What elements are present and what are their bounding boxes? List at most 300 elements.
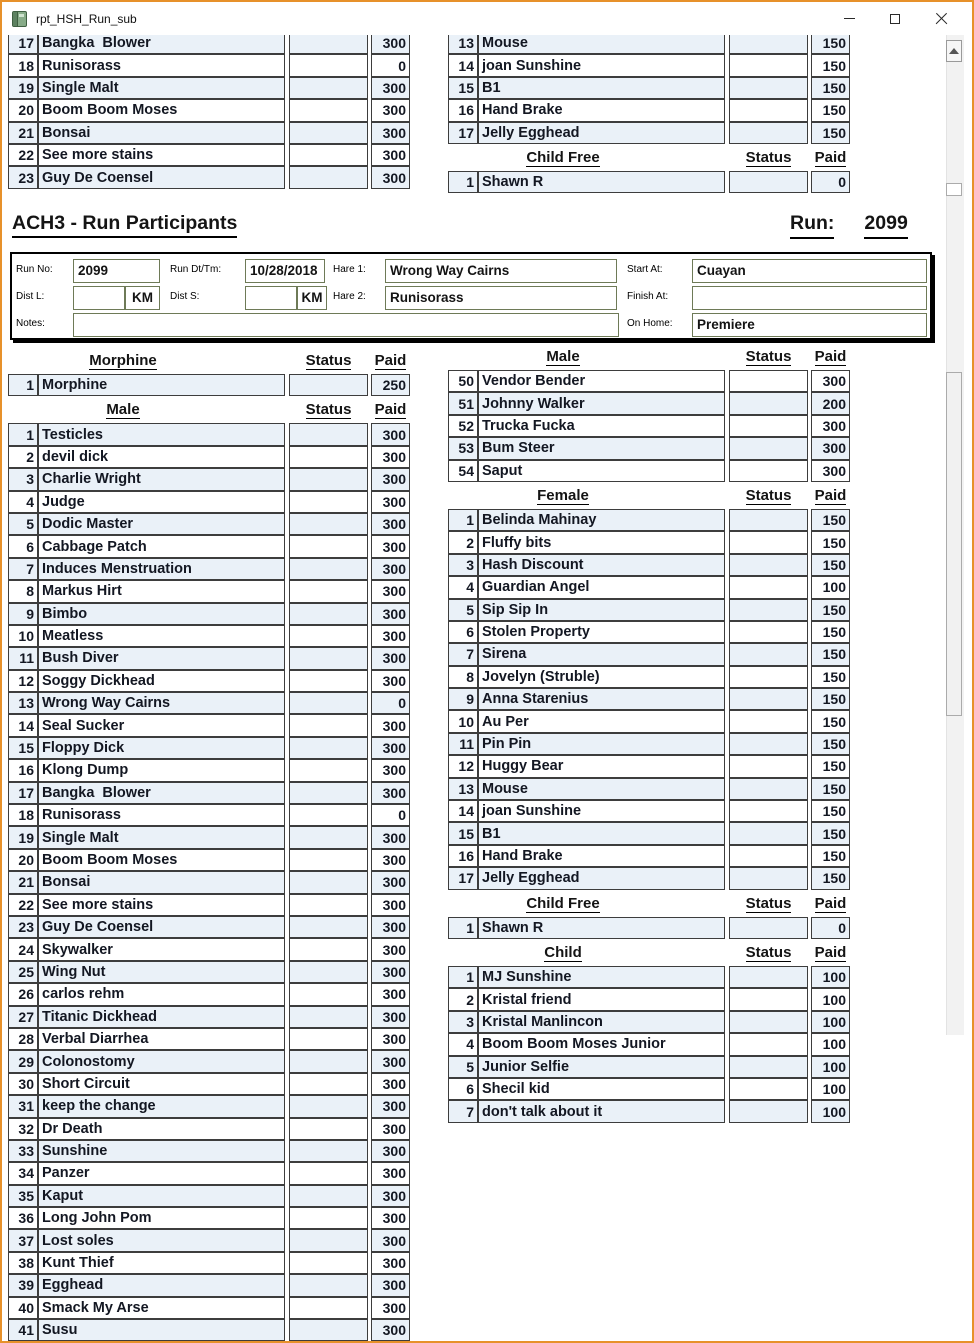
table-row — [448, 122, 854, 144]
name-cell: joan Sunshine — [478, 800, 725, 822]
close-icon — [935, 12, 948, 25]
row-number-cell: 17 — [8, 782, 38, 804]
status-cell — [289, 670, 368, 692]
name-cell: Bimbo — [38, 603, 285, 625]
row-number-cell: 3 — [448, 554, 478, 576]
title-bar[interactable] — [2, 2, 972, 35]
row-number-cell: 53 — [448, 437, 478, 459]
name-cell: Guy De Coensel — [38, 166, 285, 188]
participant-section — [448, 487, 854, 890]
name-cell: Mouse — [478, 778, 725, 800]
table-row — [448, 666, 854, 688]
name-cell: Bum Steer — [478, 437, 725, 459]
name-cell: Shawn R — [478, 171, 725, 193]
participant-section — [448, 944, 854, 1123]
name-cell: Morphine — [38, 374, 285, 396]
row-number-cell: 22 — [8, 144, 38, 166]
status-cell — [729, 867, 808, 889]
row-number-cell: 5 — [448, 1056, 478, 1078]
window-title: rpt_HSH_Run_sub — [36, 11, 137, 26]
row-number-cell: 6 — [8, 535, 38, 557]
status-cell — [729, 755, 808, 777]
prev-page-right-table — [448, 35, 854, 193]
table-row — [448, 171, 854, 193]
paid-cell: 300 — [371, 1252, 410, 1274]
paid-cell: 300 — [811, 437, 850, 459]
table-row — [448, 554, 854, 576]
name-cell: Hash Discount — [478, 554, 725, 576]
name-cell: Dodic Master — [38, 513, 285, 535]
row-number-cell: 21 — [8, 871, 38, 893]
paid-cell: 300 — [371, 1162, 410, 1184]
row-number-cell: 1 — [448, 509, 478, 531]
name-cell: Sip Sip In — [478, 599, 725, 621]
table-row — [448, 437, 854, 459]
table-row — [8, 916, 414, 938]
table-row — [448, 370, 854, 392]
status-cell — [289, 1118, 368, 1140]
row-number-cell: 6 — [448, 621, 478, 643]
paid-cell: 300 — [371, 1073, 410, 1095]
hare1-field[interactable]: Wrong Way Cairns — [385, 259, 617, 283]
status-column-header: Status — [305, 401, 352, 419]
table-row — [448, 710, 854, 732]
status-cell — [729, 778, 808, 800]
paid-cell: 300 — [371, 961, 410, 983]
finish-at-label: Finish At: — [627, 291, 669, 302]
hare2-field[interactable]: Runisorass — [385, 286, 617, 310]
paid-cell: 300 — [371, 1229, 410, 1251]
paid-cell: 150 — [811, 54, 850, 76]
table-row — [448, 1011, 854, 1033]
paid-cell: 100 — [811, 1100, 850, 1122]
section-header — [448, 895, 854, 917]
name-cell: Long John Pom — [38, 1207, 285, 1229]
paid-cell: 300 — [371, 603, 410, 625]
name-cell: Bush Diver — [38, 647, 285, 669]
table-row — [8, 961, 414, 983]
paid-cell: 300 — [371, 714, 410, 736]
row-number-cell: 23 — [8, 916, 38, 938]
table-row — [8, 1274, 414, 1296]
table-row — [8, 1073, 414, 1095]
run-no-field[interactable]: 2099 — [73, 259, 160, 283]
table-row — [448, 643, 854, 665]
table-row — [448, 1100, 854, 1122]
table-row — [448, 599, 854, 621]
status-cell — [289, 1050, 368, 1072]
row-number-cell: 10 — [8, 625, 38, 647]
paid-cell: 300 — [371, 535, 410, 557]
status-cell — [729, 415, 808, 437]
participant-section — [8, 352, 414, 396]
name-cell: don't talk about it — [478, 1100, 725, 1122]
paid-cell: 250 — [371, 374, 410, 396]
paid-cell: 150 — [811, 99, 850, 121]
on-home-field[interactable]: Premiere — [692, 313, 927, 337]
paid-cell: 300 — [371, 513, 410, 535]
name-cell: carlos rehm — [38, 983, 285, 1005]
name-cell: Kaput — [38, 1185, 285, 1207]
table-row — [8, 782, 414, 804]
status-cell — [729, 437, 808, 459]
row-number-cell: 11 — [8, 647, 38, 669]
name-cell: Jelly Egghead — [478, 122, 725, 144]
table-row — [8, 759, 414, 781]
section-header — [448, 944, 854, 966]
name-cell: Hand Brake — [478, 845, 725, 867]
paid-cell: 150 — [811, 867, 850, 889]
row-number-cell: 19 — [8, 826, 38, 848]
paid-cell: 300 — [371, 1185, 410, 1207]
status-cell — [729, 460, 808, 482]
status-cell — [289, 983, 368, 1005]
name-cell: Jovelyn (Struble) — [478, 666, 725, 688]
section-header — [448, 149, 854, 171]
table-row — [8, 446, 414, 468]
scrollbar-page-marker[interactable] — [946, 183, 962, 196]
name-cell: devil dick — [38, 446, 285, 468]
table-row — [448, 1056, 854, 1078]
row-number-cell: 33 — [8, 1140, 38, 1162]
status-cell — [729, 666, 808, 688]
status-column-header: Status — [745, 486, 792, 504]
status-cell — [289, 1229, 368, 1251]
status-cell — [289, 714, 368, 736]
participant-section — [8, 401, 414, 1341]
name-cell: Floppy Dick — [38, 737, 285, 759]
table-row — [448, 1033, 854, 1055]
paid-cell: 300 — [371, 1118, 410, 1140]
name-cell: Shawn R — [478, 917, 725, 939]
row-number-cell: 4 — [448, 576, 478, 598]
table-row — [8, 122, 414, 144]
paid-column-header: Paid — [814, 348, 847, 365]
paid-cell: 150 — [811, 733, 850, 755]
name-cell: Verbal Diarrhea — [38, 1028, 285, 1050]
row-number-cell: 2 — [448, 531, 478, 553]
paid-cell: 150 — [811, 621, 850, 643]
paid-cell: 300 — [371, 782, 410, 804]
status-cell — [289, 1028, 368, 1050]
status-cell — [289, 580, 368, 602]
minimize-button[interactable] — [826, 2, 872, 35]
paid-cell: 300 — [371, 468, 410, 490]
row-number-cell: 12 — [448, 755, 478, 777]
finish-at-field[interactable] — [692, 286, 927, 310]
paid-cell: 300 — [811, 370, 850, 392]
row-number-cell: 7 — [448, 643, 478, 665]
row-number-cell: 1 — [448, 917, 478, 939]
status-cell — [729, 643, 808, 665]
paid-cell: 300 — [371, 670, 410, 692]
status-cell — [289, 625, 368, 647]
paid-cell: 300 — [811, 415, 850, 437]
paid-column-header: Paid — [814, 148, 847, 166]
status-column-header: Status — [745, 348, 792, 365]
table-row — [8, 35, 414, 54]
row-number-cell: 24 — [8, 938, 38, 960]
paid-cell: 150 — [811, 77, 850, 99]
name-cell: Egghead — [38, 1274, 285, 1296]
table-row — [8, 1185, 414, 1207]
table-row — [448, 733, 854, 755]
status-cell — [289, 826, 368, 848]
run-dt-label: Run Dt/Tm: — [170, 264, 222, 275]
km-unit-s: KM — [297, 286, 327, 310]
status-cell — [289, 468, 368, 490]
row-number-cell: 2 — [8, 446, 38, 468]
row-number-cell: 32 — [8, 1118, 38, 1140]
up-arrow-icon — [949, 48, 959, 54]
table-row — [8, 1028, 414, 1050]
table-row — [8, 714, 414, 736]
paid-column-header: Paid — [814, 943, 847, 961]
status-cell — [729, 35, 808, 54]
name-cell: Kristal friend — [478, 988, 725, 1010]
status-cell — [729, 845, 808, 867]
paid-cell: 100 — [811, 1078, 850, 1100]
row-number-cell: 2 — [448, 988, 478, 1010]
row-number-cell: 13 — [448, 35, 478, 54]
row-number-cell: 54 — [448, 460, 478, 482]
paid-cell: 100 — [811, 1011, 850, 1033]
dist-l-field[interactable] — [73, 286, 125, 310]
name-cell: Belinda Mahinay — [478, 509, 725, 531]
status-cell — [729, 554, 808, 576]
scroll-up-button[interactable] — [946, 40, 962, 62]
name-cell: See more stains — [38, 894, 285, 916]
table-row — [8, 558, 414, 580]
status-cell — [729, 966, 808, 988]
name-cell: Junior Selfie — [478, 1056, 725, 1078]
participant-section — [448, 895, 854, 939]
paid-cell: 300 — [371, 1274, 410, 1296]
run-no-label: Run No: — [16, 264, 53, 275]
row-number-cell: 16 — [8, 759, 38, 781]
status-cell — [729, 822, 808, 844]
table-row — [448, 509, 854, 531]
name-cell: Smack My Arse — [38, 1297, 285, 1319]
status-cell — [729, 800, 808, 822]
run-dt-field[interactable]: 10/28/2018 — [245, 259, 325, 283]
status-cell — [289, 1297, 368, 1319]
table-row — [8, 938, 414, 960]
paid-cell: 0 — [371, 54, 410, 76]
paid-cell: 300 — [371, 1319, 410, 1341]
paid-cell: 300 — [811, 460, 850, 482]
table-row — [8, 374, 414, 396]
table-row — [8, 535, 414, 557]
row-number-cell: 14 — [448, 54, 478, 76]
paid-cell: 300 — [371, 1006, 410, 1028]
table-row — [8, 647, 414, 669]
name-cell: Guardian Angel — [478, 576, 725, 598]
status-cell — [289, 782, 368, 804]
status-cell — [289, 1095, 368, 1117]
start-at-field[interactable]: Cuayan — [692, 259, 927, 283]
status-cell — [729, 122, 808, 144]
paid-cell: 150 — [811, 599, 850, 621]
section-header — [448, 487, 854, 509]
paid-cell: 0 — [811, 171, 850, 193]
row-number-cell: 17 — [448, 122, 478, 144]
paid-cell: 300 — [371, 558, 410, 580]
table-row — [8, 468, 414, 490]
table-row — [448, 688, 854, 710]
paid-cell: 300 — [371, 1140, 410, 1162]
row-number-cell: 15 — [448, 822, 478, 844]
status-cell — [729, 576, 808, 598]
row-number-cell: 7 — [448, 1100, 478, 1122]
paid-cell: 300 — [371, 580, 410, 602]
row-number-cell: 30 — [8, 1073, 38, 1095]
name-cell: Panzer — [38, 1162, 285, 1184]
status-cell — [729, 99, 808, 121]
paid-cell: 150 — [811, 710, 850, 732]
table-row — [8, 894, 414, 916]
table-row — [8, 1140, 414, 1162]
status-cell — [289, 894, 368, 916]
row-number-cell: 20 — [8, 99, 38, 121]
table-row — [448, 621, 854, 643]
status-cell — [289, 374, 368, 396]
close-button[interactable] — [918, 2, 964, 35]
table-row — [8, 804, 414, 826]
name-cell: Judge — [38, 491, 285, 513]
paid-cell: 300 — [371, 35, 410, 54]
row-number-cell: 36 — [8, 1207, 38, 1229]
paid-cell: 150 — [811, 822, 850, 844]
row-number-cell: 20 — [8, 849, 38, 871]
name-cell: Anna Starenius — [478, 688, 725, 710]
status-cell — [729, 1100, 808, 1122]
name-cell: Au Per — [478, 710, 725, 732]
paid-cell: 300 — [371, 1028, 410, 1050]
name-cell: Seal Sucker — [38, 714, 285, 736]
name-cell: Sirena — [478, 643, 725, 665]
section-title: Male — [546, 348, 580, 365]
table-row — [8, 1319, 414, 1341]
row-number-cell: 9 — [8, 603, 38, 625]
name-cell: Pin Pin — [478, 733, 725, 755]
row-number-cell: 3 — [8, 468, 38, 490]
status-cell — [729, 1078, 808, 1100]
row-number-cell: 52 — [448, 415, 478, 437]
row-number-cell: 13 — [8, 692, 38, 714]
name-cell: Titanic Dickhead — [38, 1006, 285, 1028]
status-cell — [729, 733, 808, 755]
paid-column-header: Paid — [814, 486, 847, 504]
paid-cell: 150 — [811, 509, 850, 531]
table-row — [8, 737, 414, 759]
table-row — [8, 1050, 414, 1072]
row-number-cell: 22 — [8, 894, 38, 916]
paid-cell: 300 — [371, 99, 410, 121]
name-cell: Colonostomy — [38, 1050, 285, 1072]
row-number-cell: 18 — [8, 804, 38, 826]
name-cell: Klong Dump — [38, 759, 285, 781]
table-row — [8, 849, 414, 871]
row-number-cell: 39 — [8, 1274, 38, 1296]
row-number-cell: 16 — [448, 845, 478, 867]
name-cell: Induces Menstruation — [38, 558, 285, 580]
name-cell: Hand Brake — [478, 99, 725, 121]
table-row — [448, 845, 854, 867]
row-number-cell: 1 — [8, 374, 38, 396]
scrollbar-thumb[interactable] — [946, 372, 962, 716]
window-controls — [826, 2, 964, 35]
table-row — [448, 415, 854, 437]
paid-cell: 150 — [811, 643, 850, 665]
participant-section — [448, 348, 854, 482]
name-cell: Wrong Way Cairns — [38, 692, 285, 714]
name-cell: Shecil kid — [478, 1078, 725, 1100]
name-cell: keep the change — [38, 1095, 285, 1117]
status-cell — [289, 558, 368, 580]
name-cell: Runisorass — [38, 804, 285, 826]
row-number-cell: 4 — [448, 1033, 478, 1055]
name-cell: MJ Sunshine — [478, 966, 725, 988]
maximize-button[interactable] — [872, 2, 918, 35]
table-row — [448, 800, 854, 822]
status-cell — [289, 166, 368, 188]
status-cell — [289, 961, 368, 983]
status-cell — [289, 1207, 368, 1229]
table-row — [8, 54, 414, 76]
status-cell — [729, 54, 808, 76]
dist-s-field[interactable] — [245, 286, 297, 310]
table-row — [448, 99, 854, 121]
row-number-cell: 8 — [8, 580, 38, 602]
paid-cell: 300 — [371, 122, 410, 144]
row-number-cell: 4 — [8, 491, 38, 513]
name-cell: Single Malt — [38, 826, 285, 848]
status-cell — [729, 917, 808, 939]
paid-cell: 300 — [371, 166, 410, 188]
paid-cell: 150 — [811, 755, 850, 777]
paid-cell: 100 — [811, 576, 850, 598]
table-row — [8, 1118, 414, 1140]
start-at-label: Start At: — [627, 264, 663, 275]
section-title: Child — [544, 943, 582, 961]
notes-field[interactable] — [73, 313, 619, 337]
paid-cell: 300 — [371, 446, 410, 468]
status-cell — [729, 370, 808, 392]
paid-cell: 100 — [811, 988, 850, 1010]
row-number-cell: 40 — [8, 1297, 38, 1319]
status-cell — [289, 849, 368, 871]
paid-cell: 300 — [371, 916, 410, 938]
row-number-cell: 25 — [8, 961, 38, 983]
row-number-cell: 12 — [8, 670, 38, 692]
table-row — [8, 1207, 414, 1229]
table-row — [8, 1229, 414, 1251]
status-cell — [289, 1274, 368, 1296]
report-icon — [12, 11, 27, 27]
prev-page-left-table — [8, 35, 414, 189]
status-cell — [289, 1073, 368, 1095]
section-title: Male — [106, 401, 140, 419]
table-row — [448, 54, 854, 76]
status-cell — [289, 692, 368, 714]
name-cell: Charlie Wright — [38, 468, 285, 490]
table-row — [448, 778, 854, 800]
paid-cell: 300 — [371, 77, 410, 99]
status-cell — [289, 423, 368, 445]
section-title: Child Free — [526, 894, 600, 912]
row-number-cell: 28 — [8, 1028, 38, 1050]
